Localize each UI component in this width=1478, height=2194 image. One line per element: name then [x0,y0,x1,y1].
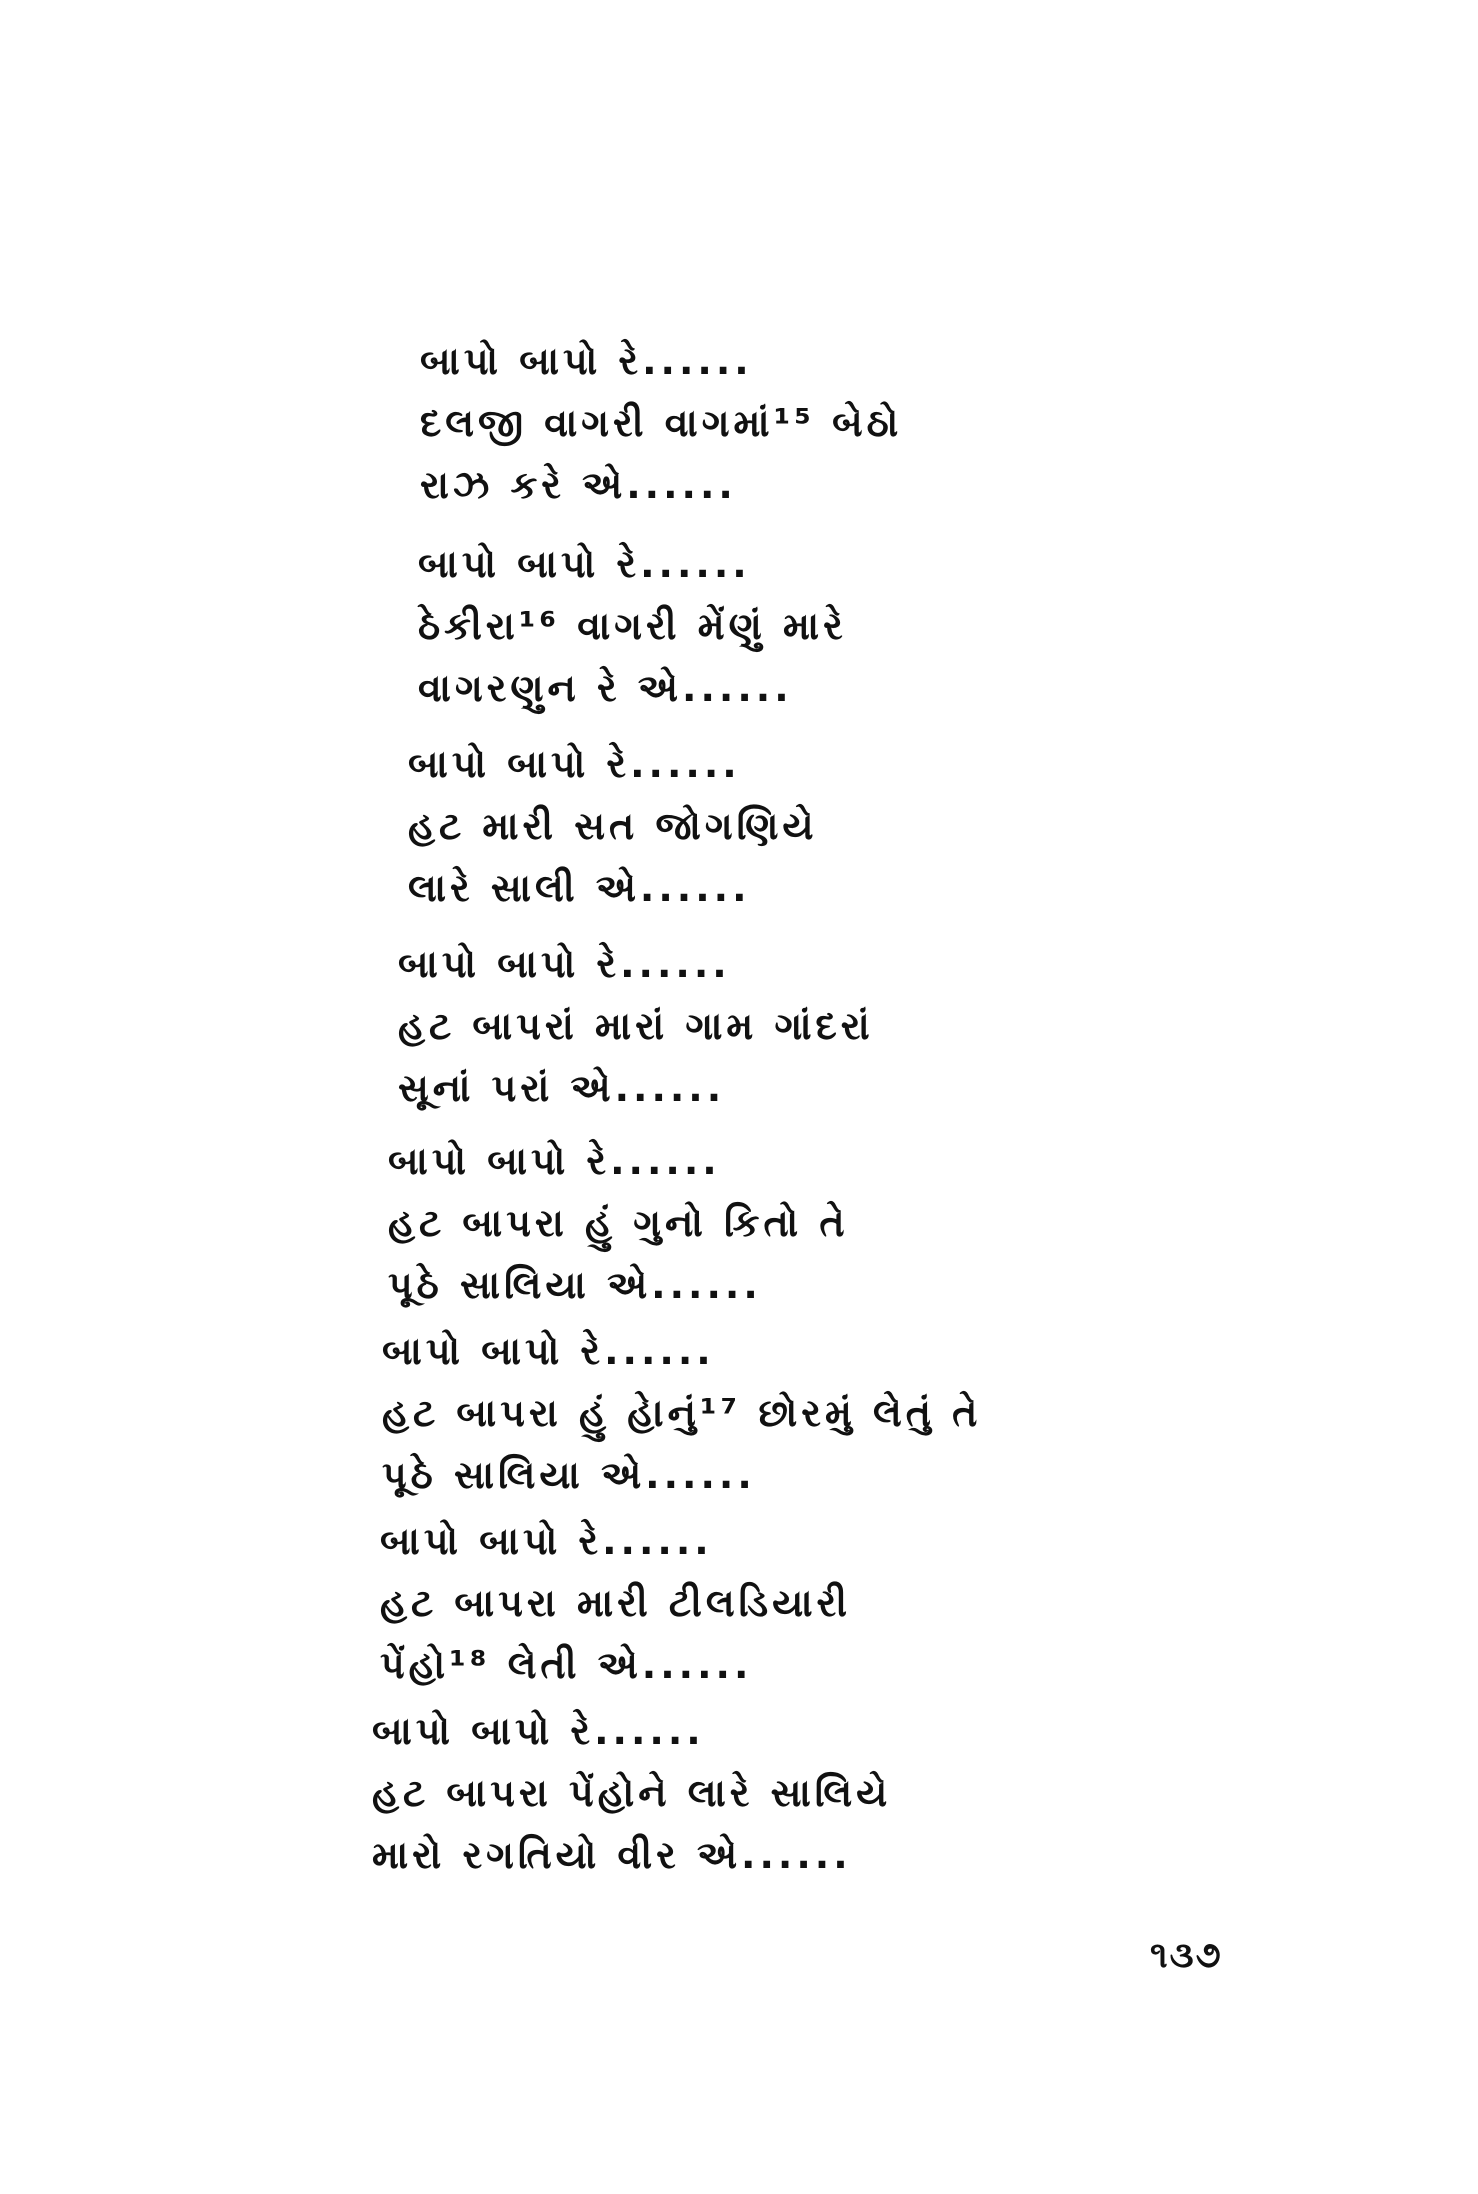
stanza-3 [408,733,1478,919]
stanza-8-line-1: બાપો બાપો રે...... [372,1709,705,1753]
stanza-8-line-2: હટ બાપરા પેંહોને લારે સાલિયે [372,1771,892,1815]
stanza-6-line-1: બાપો બાપો રે...... [382,1329,715,1373]
stanza-6 [382,1320,1478,1506]
stanza-4-line-1: બાપો બાપો રે...... [398,942,731,986]
stanza-1-line-1: બાપો બાપો રે...... [420,339,753,383]
stanza-8-line-3: મારો રગતિયો વીર એ...... [372,1833,852,1877]
stanza-4-line-3: સૂનાં પરાં એ...... [398,1066,726,1110]
stanza-5 [388,1130,1478,1316]
stanza-5-line-3: પૂઠે સાલિયા એ...... [388,1263,762,1307]
stanza-5-line-2: હટ બાપરા હું ગુનો કિતો તે [388,1201,849,1245]
stanza-4 [398,933,1478,1119]
stanza-2-line-1: બાપો બાપો રે...... [418,542,751,586]
stanza-2-line-3: વાગરણુન રે એ...... [418,666,793,710]
page-number: ૧૩૭ [1150,1935,1223,1976]
stanza-3-line-1: બાપો બાપો રે...... [408,742,741,786]
stanza-1-line-3: રાઝ કરે એ...... [420,463,737,507]
stanza-4-line-2: હટ બાપરાં મારાં ગામ ગાંદરાં [398,1004,874,1048]
stanza-8 [372,1700,1472,1886]
stanza-6-line-2: હટ બાપરા હું હેાનું¹⁷ છોરમું લેતું તે [382,1391,982,1435]
stanza-5-line-1: બાપો બાપો રે...... [388,1139,721,1183]
stanza-3-line-3: લારે સાલી એ...... [408,866,751,910]
stanza-7-line-2: હટ બાપરા મારી ટીલડિયારી [380,1581,852,1625]
stanza-3-line-2: હટ મારી સત જોગણિયે [408,804,818,848]
stanza-6-line-3: પૂઠે સાલિયા એ...... [382,1453,756,1497]
stanza-7-line-3: પેંહો¹⁸ લેતી એ...... [380,1643,753,1687]
stanza-7 [380,1510,1478,1696]
stanza-2 [418,533,1478,719]
stanza-1-line-2: દલજી વાગરી વાગમાં¹⁵ બેઠો [420,401,903,445]
stanza-2-line-2: ઠેકીરા¹⁶ વાગરી મેંણું મારે [418,604,847,648]
stanza-7-line-1: બાપો બાપો રે...... [380,1519,713,1563]
stanza-1 [420,330,1478,516]
